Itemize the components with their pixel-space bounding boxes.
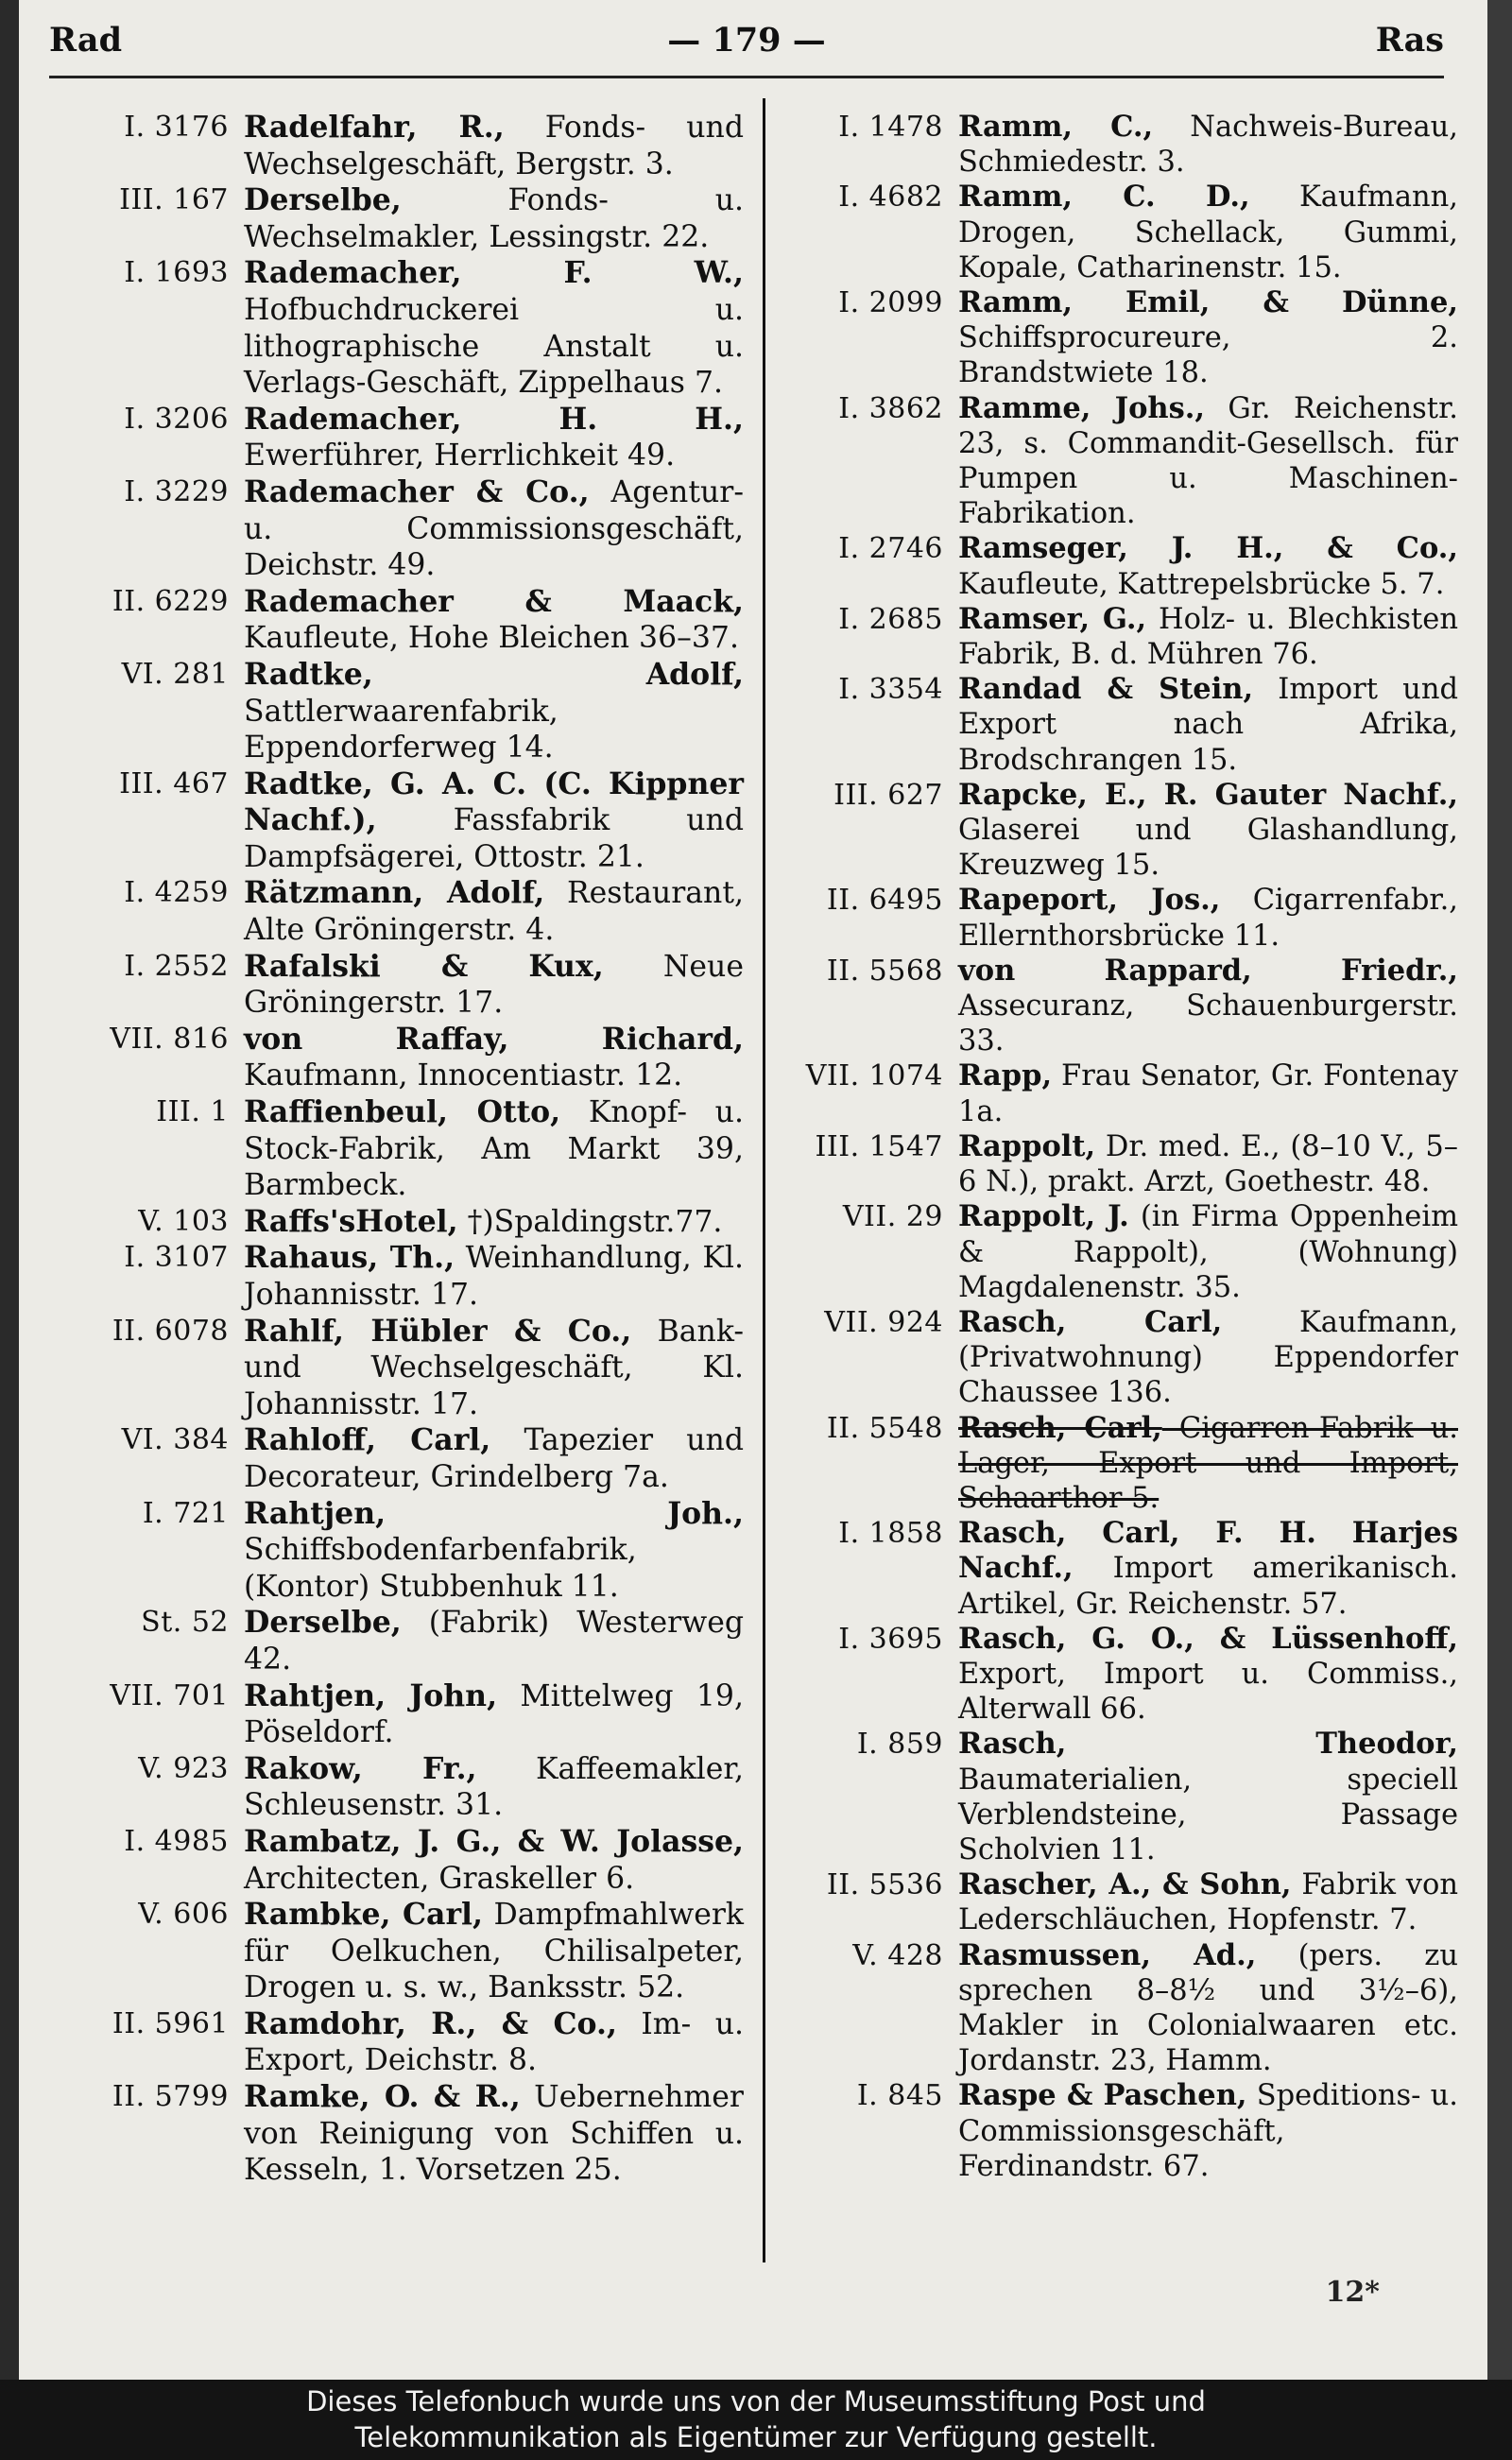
- subscriber-details: Cigarren-Fabrik u. Lager, Export und Import, Schaarthor 5.: [958, 1411, 1458, 1515]
- entry-text: [958, 1622, 1458, 1728]
- subscriber-details: (in Firma Oppenheim & Rappolt), (Wohnung) Magdalenenstr. 35.: [958, 1200, 1458, 1304]
- entry-text: [244, 1094, 744, 1204]
- phone-number: I. 2099: [838, 286, 943, 320]
- phone-number: I. 1858: [838, 1517, 943, 1551]
- directory-entry: [59, 1496, 744, 1606]
- phone-number: II. 5799: [112, 2080, 229, 2114]
- phone-number: VII. 816: [110, 1022, 229, 1056]
- subscriber-details: Hofbuchdruckerei u. lithographische Anstalt u. Verlags-Geschäft, Zippelhaus 7.: [244, 292, 744, 401]
- subscriber-name: Raspe & Paschen,: [958, 2078, 1247, 2113]
- phone-number: II. 5536: [826, 1868, 943, 1902]
- entry-text: [958, 1411, 1458, 1517]
- subscriber-details: Frau Senator, Gr. Fontenay 1a.: [958, 1059, 1458, 1128]
- subscriber-name: Rappolt, J.: [958, 1199, 1129, 1234]
- directory-entry: [59, 1678, 744, 1751]
- directory-entry: [59, 1314, 744, 1423]
- subscriber-details: Restaurant, Alte Gröningerstr. 4.: [244, 876, 744, 948]
- entry-text: [958, 1199, 1458, 1305]
- directory-entry: [59, 1897, 744, 2006]
- entry-text: [244, 949, 744, 1022]
- subscriber-details: Uebernehmer von Reinigung von Schiffen u. Kesseln, 1. Vorsetzen 25.: [244, 2080, 744, 2188]
- subscriber-name: von Raffay, Richard,: [244, 1021, 744, 1057]
- subscriber-name: Rasmussen, Ad.,: [958, 1937, 1257, 1972]
- directory-entry: [59, 182, 744, 255]
- entry-text: [244, 584, 744, 657]
- subscriber-name: Rahtjen, John,: [244, 1677, 498, 1713]
- subscriber-name: Rasch, Carl,: [958, 1304, 1223, 1339]
- footer-line-2: Telekommunikation als Eigentümer zur Verfügung gestellt.: [354, 2421, 1158, 2453]
- subscriber-name: Rappolt,: [958, 1128, 1096, 1163]
- subscriber-details: Fassfabrik und Dampfsägerei, Ottostr. 21.: [244, 803, 744, 874]
- entry-text: [244, 1204, 744, 1241]
- phone-number: I. 2685: [838, 602, 943, 636]
- directory-entry: [773, 1199, 1458, 1305]
- subscriber-details: Mittelweg 19, Pöseldorf.: [244, 1678, 744, 1750]
- subscriber-details: Kaufmann, (Privatwohnung) Eppendorfer Chaussee 136.: [958, 1305, 1458, 1410]
- page-header: [49, 21, 1444, 68]
- phone-number: VII. 1074: [805, 1059, 943, 1093]
- directory-entry: [59, 1094, 744, 1204]
- phone-number: I. 4985: [124, 1824, 229, 1858]
- page-number: — 179 —: [667, 21, 826, 60]
- subscriber-name: Rascher, A., & Sohn,: [958, 1867, 1292, 1902]
- subscriber-name: Rambke, Carl,: [244, 1897, 483, 1933]
- entry-text: [958, 2078, 1458, 2184]
- phone-number: I. 3354: [838, 673, 943, 707]
- header-range-start: Rad: [49, 21, 123, 60]
- subscriber-name: Raffienbeul, Otto,: [244, 1094, 561, 1130]
- subscriber-details: Im- u. Export, Deichstr. 8.: [244, 2006, 744, 2078]
- entry-text: [244, 1496, 744, 1606]
- phone-number: I. 3695: [838, 1622, 943, 1656]
- phone-number: III. 167: [119, 183, 229, 217]
- subscriber-name: Ramme, Johs.,: [958, 390, 1205, 425]
- subscriber-name: Ramm, C.,: [958, 110, 1154, 144]
- directory-entry: [59, 255, 744, 401]
- subscriber-details: Export, Import u. Commiss., Alterwall 66.: [958, 1657, 1458, 1727]
- subscriber-name: Rasch, Carl, F. H. Harjes Nachf.,: [958, 1516, 1458, 1586]
- directory-entry: [59, 657, 744, 766]
- subscriber-name: Derselbe,: [244, 1605, 402, 1641]
- directory-entry: [59, 1422, 744, 1495]
- entry-text: [244, 110, 744, 182]
- entry-text: [958, 1516, 1458, 1622]
- directory-entry: [773, 1727, 1458, 1867]
- subscriber-name: von Rappard, Friedr.,: [958, 953, 1458, 988]
- entry-text: [958, 1305, 1458, 1411]
- subscriber-name: Rambatz, J. G., & W. Jolasse,: [244, 1823, 744, 1859]
- subscriber-details: Cigarrenfabr., Ellernthorsbrücke 11.: [958, 884, 1458, 953]
- phone-number: III. 627: [833, 778, 943, 812]
- subscriber-details: Holz- u. Blechkisten Fabrik, B. d. Mühren 76.: [958, 602, 1458, 672]
- entry-text: [958, 778, 1458, 884]
- subscriber-details: (Fabrik) Westerweg 42.: [244, 1606, 744, 1677]
- subscriber-details: Tapezier und Decorateur, Grindelberg 7a.: [244, 1423, 744, 1494]
- subscriber-name: Rapp,: [958, 1058, 1053, 1093]
- entry-text: [244, 1824, 744, 1897]
- entry-text: [958, 110, 1458, 180]
- directory-entry: [59, 2006, 744, 2079]
- directory-entry: [59, 1204, 744, 1241]
- directory-entry: [773, 1867, 1458, 1937]
- subscriber-name: Ramm, Emil, & Dünne,: [958, 285, 1458, 320]
- phone-number: II. 6078: [112, 1314, 229, 1348]
- subscriber-name: Derselbe,: [244, 182, 402, 218]
- subscriber-details: Import und Export nach Afrika, Brodschrangen 15.: [958, 673, 1458, 777]
- entry-text: [244, 255, 744, 401]
- entry-text: [958, 285, 1458, 391]
- subscriber-name: Ramser, G.,: [958, 601, 1147, 636]
- subscriber-details: Schiffsbodenfarbenfabrik, (Kontor) Stubbenhuk 11.: [244, 1533, 637, 1604]
- phone-number: II. 5548: [826, 1411, 943, 1445]
- phone-number: II. 5961: [112, 2006, 229, 2040]
- directory-entry: [773, 110, 1458, 180]
- subscriber-details: Fonds- u. Wechselmakler, Lessingstr. 22.: [244, 183, 744, 254]
- directory-entry: [59, 110, 744, 182]
- subscriber-details: Fonds- und Wechselgeschäft, Bergstr. 3.: [244, 111, 745, 181]
- directory-entry: [773, 180, 1458, 285]
- phone-number: I. 3176: [124, 111, 229, 144]
- subscriber-name: Rätzmann, Adolf,: [244, 875, 545, 911]
- subscriber-details: Kaffeemakler, Schleusenstr. 31.: [244, 1751, 744, 1823]
- entry-text: [244, 1422, 744, 1495]
- phone-number: St. 52: [141, 1606, 229, 1640]
- directory-entry: [59, 584, 744, 657]
- phone-number: I. 2552: [124, 949, 229, 983]
- left-column: [59, 110, 744, 2189]
- subscriber-details: Architecten, Graskeller 6.: [244, 1861, 635, 1896]
- subscriber-details: Gr. Reichenstr. 23, s. Commandit-Gesellsch. für Pumpen u. Maschinen-Fabrikation.: [958, 391, 1458, 531]
- subscriber-name: Rasch, G. O., & Lüssenhoff,: [958, 1621, 1458, 1656]
- subscriber-details: Dr. med. E., (8–10 V., 5–6 N.), prakt. Arzt, Goethestr. 48.: [958, 1129, 1458, 1199]
- directory-entry: [773, 1305, 1458, 1411]
- entry-text: [244, 1751, 744, 1824]
- directory-entry: [773, 1516, 1458, 1622]
- subscriber-details: Fabrik von Lederschläuchen, Hopfenstr. 7.: [958, 1868, 1458, 1937]
- phone-number: VI. 281: [121, 657, 229, 691]
- phone-number: I. 2746: [838, 532, 943, 566]
- entry-text: [958, 602, 1458, 672]
- directory-entry: [773, 285, 1458, 391]
- directory-entry: [773, 602, 1458, 672]
- subscriber-name: Radtke, Adolf,: [244, 656, 744, 692]
- phone-number: I. 3862: [838, 391, 943, 425]
- subscriber-name: Rahlf, Hübler & Co.,: [244, 1313, 632, 1349]
- phone-number: V. 606: [138, 1898, 229, 1932]
- entry-text: [958, 883, 1458, 953]
- sheet-mark: 12*: [1325, 2276, 1380, 2309]
- entry-text: [958, 954, 1458, 1059]
- subscriber-name: Raffs'sHotel,: [244, 1203, 458, 1239]
- footer-notice: [0, 2380, 1512, 2460]
- entry-text: [958, 1058, 1458, 1128]
- phone-number: I. 845: [856, 2079, 943, 2113]
- entry-text: [958, 1129, 1458, 1199]
- subscriber-name: Ramm, C. D.,: [958, 180, 1250, 215]
- subscriber-name: Rahloff, Carl,: [244, 1422, 491, 1458]
- subscriber-name: Ramseger, J. H., & Co.,: [958, 531, 1458, 566]
- subscriber-details: Weinhandlung, Kl. Johannisstr. 17.: [244, 1241, 744, 1312]
- entry-text: [244, 1314, 744, 1423]
- directory-entry: [59, 402, 744, 474]
- entry-text: [244, 474, 744, 584]
- subscriber-name: Rademacher & Maack,: [244, 583, 744, 619]
- phone-number: V. 103: [138, 1204, 229, 1238]
- directory-entry: [773, 883, 1458, 953]
- phone-number: II. 5568: [826, 954, 943, 988]
- phone-number: VII. 701: [110, 1678, 229, 1712]
- subscriber-name: Rakow, Fr.,: [244, 1750, 477, 1786]
- phone-number: I. 3107: [124, 1241, 229, 1275]
- subscriber-details: †)Spaldingstr.77.: [457, 1204, 723, 1239]
- subscriber-details: Glaserei und Glashandlung, Kreuzweg 15.: [958, 814, 1458, 883]
- subscriber-name: Rademacher & Co.,: [244, 473, 590, 509]
- phone-number: I. 1478: [838, 111, 943, 144]
- subscriber-name: Rademacher, H. H.,: [244, 401, 744, 437]
- directory-entry: [773, 672, 1458, 778]
- subscriber-details: Assecuranz, Schauenburgerstr. 33.: [958, 989, 1458, 1058]
- entry-text: [958, 672, 1458, 778]
- entry-text: [958, 180, 1458, 285]
- subscriber-details: Neue Gröningerstr. 17.: [244, 949, 744, 1021]
- directory-entry: [773, 531, 1458, 601]
- subscriber-details: Sattlerwaarenfabrik, Eppendorferweg 14.: [244, 694, 558, 766]
- directory-entry: [773, 778, 1458, 884]
- directory-entry: [59, 1751, 744, 1824]
- subscriber-name: Rapcke, E., R. Gauter Nachf.,: [958, 777, 1458, 812]
- entry-text: [958, 1727, 1458, 1867]
- entry-text: [244, 1240, 744, 1313]
- phone-number: I. 3229: [124, 474, 229, 508]
- entry-text: [244, 657, 744, 766]
- phone-number: II. 6229: [112, 584, 229, 618]
- entry-text: [244, 1897, 744, 2006]
- entry-text: [244, 2006, 744, 2079]
- directory-entry: [59, 1022, 744, 1094]
- subscriber-details: Speditions- u. Commissionsgeschäft, Ferdinandstr. 67.: [958, 2079, 1458, 2183]
- phone-number: I. 721: [142, 1496, 229, 1530]
- subscriber-name: Radtke, G. A. C. (C. Kippner Nachf.),: [244, 766, 744, 838]
- directory-entry: [59, 2079, 744, 2189]
- directory-entry: [59, 1824, 744, 1897]
- subscriber-name: Radelfahr, R.,: [244, 110, 505, 145]
- subscriber-details: Agentur- u. Commissionsgeschäft, Deichstr. 49.: [244, 474, 744, 583]
- entry-text: [244, 1022, 744, 1094]
- subscriber-details: Import amerikanisch. Artikel, Gr. Reichenstr. 57.: [958, 1552, 1458, 1621]
- subscriber-name: Rasch, Carl,: [958, 1410, 1162, 1445]
- subscriber-details: Nachweis-Bureau, Schmiedestr. 3.: [958, 111, 1458, 180]
- subscriber-name: Rapeport, Jos.,: [958, 883, 1221, 918]
- phone-number: V. 428: [852, 1938, 943, 1972]
- phone-number: III. 1: [156, 1095, 229, 1129]
- directory-entry: [59, 1605, 744, 1677]
- directory-entry: [59, 766, 744, 876]
- entry-text: [244, 1678, 744, 1751]
- phone-number: VI. 384: [121, 1423, 229, 1457]
- entry-text: [244, 2079, 744, 2189]
- directory-entry: [773, 391, 1458, 532]
- directory-entry: [773, 2078, 1458, 2184]
- phone-number: III. 1547: [815, 1129, 943, 1163]
- subscriber-name: Rasch, Theodor,: [958, 1727, 1458, 1762]
- subscriber-details: Kaufleute, Hohe Bleichen 36–37.: [244, 621, 739, 656]
- entry-text: [958, 391, 1458, 532]
- entry-text: [244, 182, 744, 255]
- subscriber-details: Schiffsprocureure, 2. Brandstwiete 18.: [958, 321, 1458, 390]
- header-rule: [49, 76, 1444, 78]
- directory-entry: [59, 875, 744, 948]
- directory-entry: [773, 1411, 1458, 1517]
- subscriber-name: Randad & Stein,: [958, 672, 1254, 707]
- entry-text: [244, 1605, 744, 1677]
- directory-entry: [773, 1129, 1458, 1199]
- header-range-end: Ras: [1375, 21, 1444, 60]
- subscriber-details: Bank- und Wechselgeschäft, Kl. Johannisstr. 17.: [244, 1314, 744, 1421]
- directory-entry: [59, 474, 744, 584]
- subscriber-details: Kaufmann, Drogen, Schellack, Gummi, Kopale, Catharinenstr. 15.: [958, 181, 1458, 284]
- scan-left-edge: [0, 0, 19, 2380]
- directory-entry: [773, 1058, 1458, 1128]
- subscriber-name: Rahaus, Th.,: [244, 1240, 455, 1276]
- subscriber-name: Rafalski & Kux,: [244, 948, 604, 984]
- directory-entry: [59, 1240, 744, 1313]
- phone-number: VII. 924: [824, 1305, 943, 1339]
- subscriber-name: Ramdohr, R., & Co.,: [244, 2005, 617, 2041]
- entry-text: [244, 875, 744, 948]
- phone-number: I. 3206: [124, 402, 229, 436]
- phone-number: I. 4682: [838, 181, 943, 215]
- subscriber-name: Rademacher, F. W.,: [244, 255, 744, 291]
- phone-number: I. 4259: [124, 876, 229, 910]
- column-divider: [763, 98, 765, 2262]
- entry-text: [958, 531, 1458, 601]
- footer-line-1: Dieses Telefonbuch wurde uns von der Museumsstiftung Post und: [306, 2385, 1206, 2417]
- subscriber-details: Baumaterialien, speciell Verblendsteine, Passage Scholvien 11.: [958, 1763, 1458, 1867]
- subscriber-details: Dampfmahlwerk für Oelkuchen, Chilisalpeter, Drogen u. s. w., Banksstr. 52.: [244, 1898, 744, 2005]
- entry-text: [244, 402, 744, 474]
- subscriber-details: Ewerführer, Herrlichkeit 49.: [244, 439, 676, 473]
- directory-entry: [59, 949, 744, 1022]
- subscriber-details: Kaufmann, Innocentiastr. 12.: [244, 1058, 683, 1093]
- phone-number: I. 859: [856, 1728, 943, 1762]
- phone-number: I. 1693: [124, 256, 229, 290]
- entry-text: [958, 1938, 1458, 2079]
- right-column: [773, 110, 1458, 2184]
- subscriber-details: (pers. zu sprechen 8–8½ und 3½–6), Makler in Colonialwaaren etc. Jordanstr. 23, Hamm.: [958, 1938, 1458, 2078]
- directory-entry: [773, 1622, 1458, 1728]
- subscriber-details: Kaufleute, Kattrepelsbrücke 5. 7.: [958, 567, 1445, 601]
- entry-text: [244, 766, 744, 876]
- entry-text: [958, 1867, 1458, 1937]
- phone-number: VII. 29: [842, 1200, 943, 1234]
- phone-number: III. 467: [119, 766, 229, 800]
- subscriber-name: Ramke, O. & R.,: [244, 2079, 521, 2115]
- phone-number: II. 6495: [826, 884, 943, 918]
- subscriber-name: Rahtjen, Joh.,: [244, 1495, 744, 1531]
- directory-entry: [773, 1938, 1458, 2079]
- scan-right-edge: [1487, 0, 1512, 2380]
- phone-number: V. 923: [138, 1751, 229, 1785]
- directory-entry: [773, 954, 1458, 1059]
- subscriber-details: Knopf- u. Stock-Fabrik, Am Markt 39, Barmbeck.: [244, 1095, 744, 1203]
